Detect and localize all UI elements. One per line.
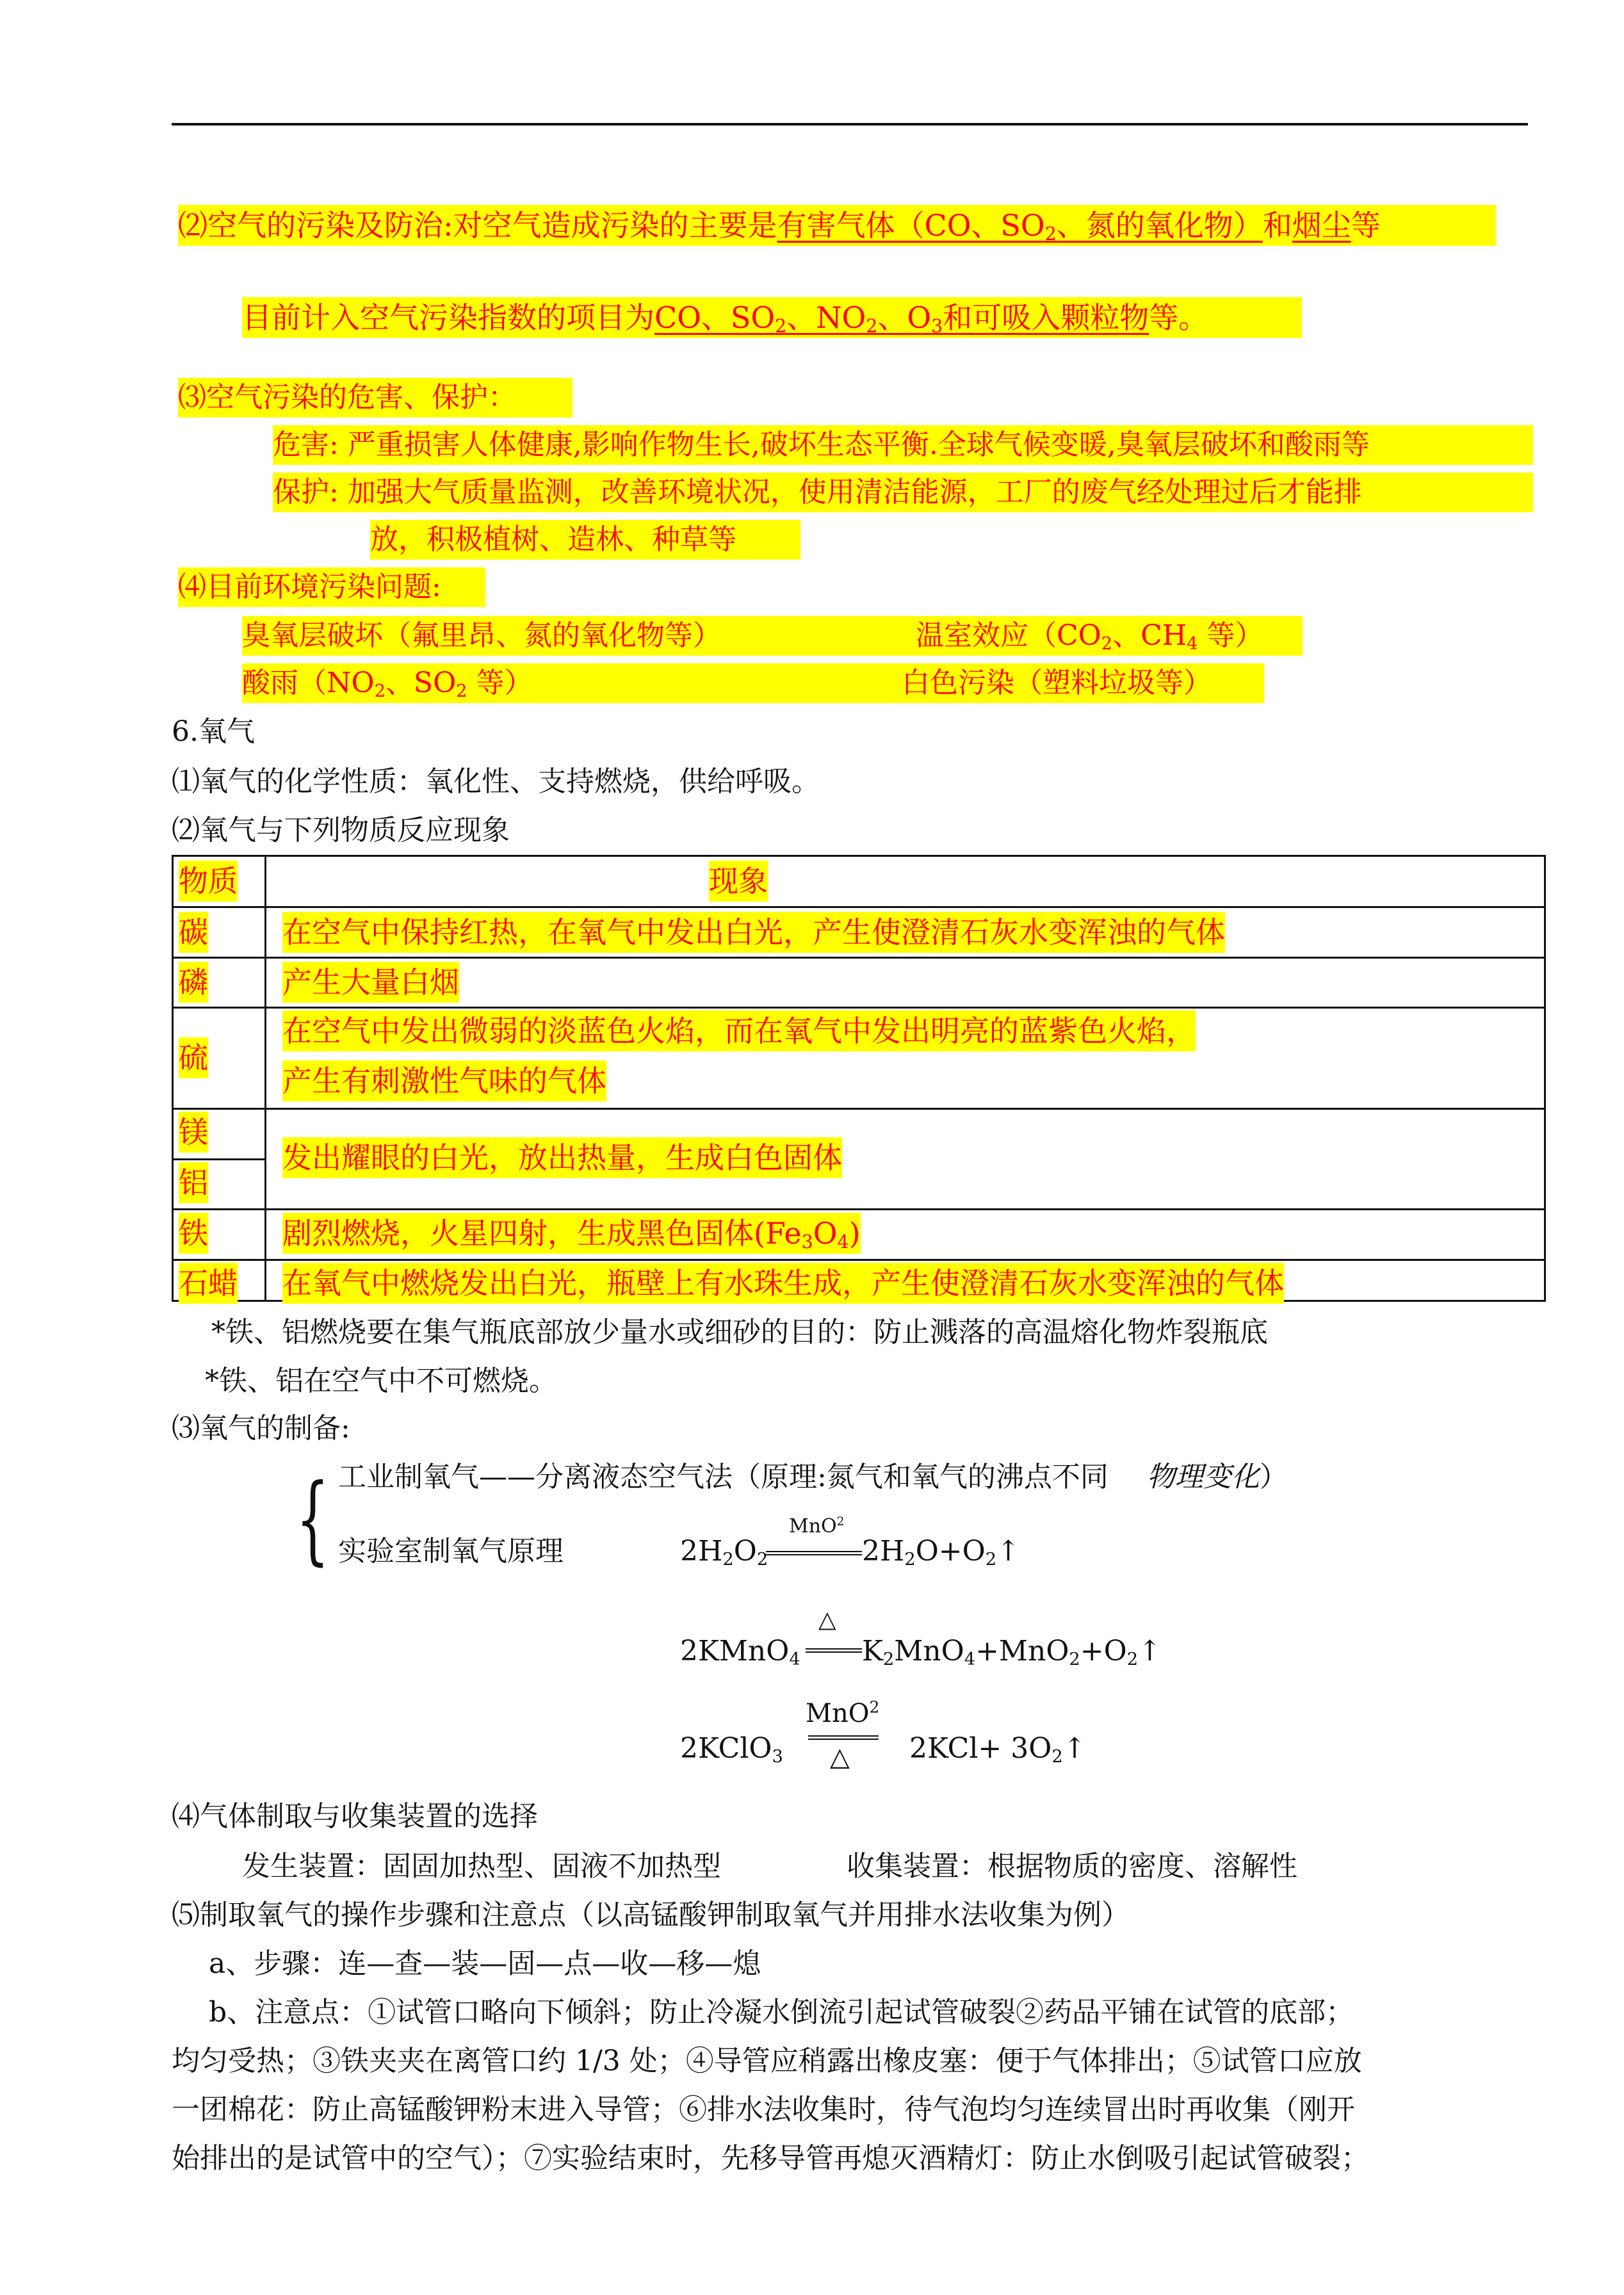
substance-carbon: 碳	[179, 912, 208, 953]
eq2-condition: △	[818, 1607, 836, 1633]
header-substance: 物质	[179, 861, 238, 902]
steps-title: ⑸制取氧气的操作步骤和注意点（以高锰酸钾制取氧气并用排水法收集为例）	[172, 1899, 1130, 1931]
harm-line: 危害: 严重损害人体健康,影响作物生长,破坏生态平衡.全球气候变暖,臭氧层破坏和酸雨等	[273, 425, 1533, 465]
phenomenon-paraffin: 在氧气中燃烧发出白光，瓶壁上有水珠生成，产生使澄清石灰水变浑浊的气体	[282, 1263, 1284, 1304]
eq1-condition: MnO$^2$	[789, 1515, 845, 1537]
eq1-equals	[766, 1551, 862, 1555]
prep-title: ⑶氧气的制备:	[172, 1412, 350, 1445]
note-1: *铁、铝燃烧要在集气瓶底部放少量水或细砂的目的：防止溅落的高温熔化物炸裂瓶底	[211, 1316, 1268, 1349]
substance-sulfur: 硫	[179, 1037, 208, 1078]
phenomenon-mg-al: 发出耀眼的白光，放出热量，生成白色固体	[282, 1137, 842, 1178]
note-2: *铁、铝在空气中不可燃烧。	[205, 1365, 557, 1397]
harm-protect-title: ⑶空气污染的危害、保护：	[178, 378, 572, 418]
apparatus-generation: 发生装置：固固加热型、固液不加热型	[242, 1850, 721, 1883]
phenomenon-iron: 剧烈燃烧，火星四射，生成黑色固体$(Fe_3O_4)$	[282, 1213, 861, 1254]
header-rule	[172, 123, 1528, 126]
steps-b-2: 均匀受热；③铁夹夹在离管口约 1/3 处；④导管应稍露出橡皮塞：便于气体排出；⑤试管口应放	[172, 2045, 1362, 2077]
substance-paraffin: 石蜡	[179, 1263, 238, 1304]
phenomenon-carbon: 在空气中保持红热，在氧气中发出白光，产生使澄清石灰水变浑浊的气体	[282, 912, 1225, 953]
steps-b-3: 一团棉花：防止高锰酸钾粉末进入导管；⑥排水法收集时，待气泡均匀连续冒出时再收集（刚开	[172, 2093, 1355, 2126]
ozone-damage: 臭氧层破坏（氟里昂、氮的氧化物等）	[242, 619, 721, 652]
industrial-method: 工业制氧气——分离液态空气法（原理:氮气和氧气的沸点不同 物理变化）	[338, 1461, 1288, 1493]
eq1-left: $2H_2O_2$	[680, 1535, 768, 1569]
apparatus-title: ⑷气体制取与收集装置的选择	[172, 1800, 538, 1833]
phenomenon-sulfur-2: 产生有刺激性气味的气体	[282, 1060, 606, 1101]
eq3-condition-top: MnO$^2$	[806, 1698, 880, 1728]
eq3-right: $2KCl+ 3O_2↑$	[909, 1732, 1087, 1767]
header-phenomenon: 现象	[709, 861, 768, 902]
index-items: CO、$SO_2$、$NO_2$、$O_3$和可吸入颗粒物	[654, 300, 1149, 337]
oxygen-heading: 6.氧气	[172, 715, 255, 748]
acid-rain: 酸雨（$NO_2$、$SO_2$ 等）	[242, 667, 533, 701]
phenomenon-sulfur-1: 在空气中发出微弱的淡蓝色火焰，而在氧气中发出明亮的蓝紫色火焰，	[282, 1010, 1196, 1051]
env-problems-title: ⑷目前环境污染问题:	[178, 567, 485, 607]
substance-iron: 铁	[179, 1213, 208, 1254]
harmful-gases: 有害气体（CO、$SO_2$、氮的氧化物）	[777, 208, 1263, 245]
greenhouse-effect: 温室效应（$CO_2$、$CH_4$ 等）	[916, 619, 1263, 654]
pollution-line-1: ⑵空气的污染及防治:对空气造成污染的主要是有害气体（CO、$SO_2$、氮的氧化物）和烟尘等	[178, 205, 1496, 246]
eq1-right: $2H_2O+O_2↑$	[862, 1535, 1020, 1569]
apparatus-collection: 收集装置：根据物质的密度、溶解性	[847, 1850, 1297, 1883]
steps-a: a、步骤：连—查—装—固—点—收—移—熄	[209, 1947, 761, 1980]
white-pollution: 白色污染（塑料垃圾等）	[902, 667, 1212, 699]
lab-method: 实验室制氧气原理	[338, 1535, 564, 1568]
eq2-right: $K_2MnO_4+MnO_2+O_2↑$	[862, 1635, 1162, 1669]
substance-phosphorus: 磷	[179, 962, 208, 1003]
eq3-left: 2KClO$_3$	[680, 1732, 783, 1767]
dust: 烟尘	[1292, 208, 1351, 243]
steps-b-4: 始排出的是试管中的空气）；⑦实验结束时，先移导管再熄灭酒精灯：防止水倒吸引起试管破裂；	[172, 2142, 1369, 2175]
substance-aluminum: 铝	[179, 1162, 208, 1203]
eq3-equals	[808, 1735, 879, 1740]
protect-line-2: 放，积极植树、造林、种草等	[370, 520, 800, 560]
eq2-left: 2KMnO$_4$	[680, 1635, 800, 1669]
oxygen-properties: ⑴氧气的化学性质：氧化性、支持燃烧，供给呼吸。	[172, 765, 820, 798]
pollution-index-line: 目前计入空气污染指数的项目为CO、$SO_2$、$NO_2$、$O_3$和可吸入颗粒物等。	[242, 297, 1302, 338]
steps-b-1: b、注意点：①试管口略向下倾斜；防止冷凝水倒流引起试管破裂②药品平铺在试管的底部；	[209, 1996, 1354, 2029]
eq2-equals	[806, 1648, 862, 1653]
phenomenon-phosphorus: 产生大量白烟	[282, 962, 459, 1003]
eq3-condition-bottom: △	[830, 1742, 850, 1772]
protect-line-1: 保护: 加强大气质量监测，改善环境状况，使用清洁能源，工厂的废气经处理过后才能排	[273, 473, 1533, 512]
substance-magnesium: 镁	[179, 1112, 208, 1153]
brace-icon: {	[296, 1464, 330, 1575]
reactions-title: ⑵氧气与下列物质反应现象	[172, 814, 510, 847]
reaction-table	[172, 855, 1546, 1302]
